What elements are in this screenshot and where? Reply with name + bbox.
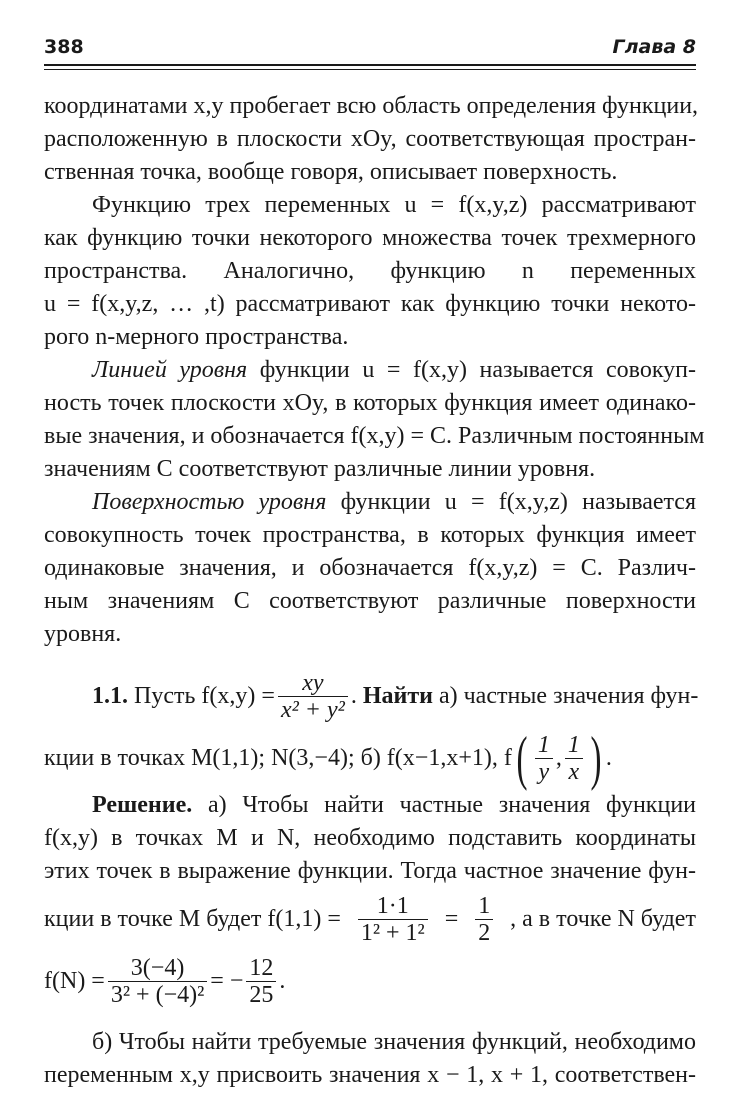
chapter-title: Глава 8 bbox=[612, 36, 696, 58]
term-level-surface: Поверхностью уровня bbox=[92, 489, 327, 515]
problem-number: 1.1. bbox=[92, 682, 128, 709]
text-fragment: а) частные значения фун- bbox=[438, 682, 699, 709]
fraction bbox=[278, 670, 348, 723]
fraction-denominator: x² + y² bbox=[280, 696, 345, 723]
fraction bbox=[358, 893, 428, 946]
problem-points-line: кции в точках M(1,1); N(3,−4); б) f(x−1,x+1), f ( $\frac{1}{y}$ , $\frac{1}{x}$ ) . bbox=[44, 725, 612, 791]
fraction bbox=[535, 732, 553, 785]
text-fragment: а) Чтобы найти частные значения функции bbox=[192, 792, 696, 818]
text-line: б) Чтобы найти требуемые значения функций, необходимо bbox=[92, 1029, 696, 1055]
text-line: переменным x,y присвоить значения x − 1, x + 1, соответствен- bbox=[44, 1062, 696, 1088]
text-line: совокупность точек пространства, в которых функция имеет bbox=[44, 522, 696, 548]
equals-sign: = bbox=[444, 905, 459, 932]
text-line: одинаковые значения, и обозначается f(x,y,z) = C. Различ- bbox=[44, 555, 696, 581]
text-line: ность точек плоскости xOy, в которых функция имеет одинако- bbox=[44, 390, 696, 416]
find-label: Найти bbox=[362, 682, 433, 709]
text-line: как функцию точки некоторого множества точек трехмерного bbox=[44, 225, 696, 251]
text-fragment: кции в точках M(1,1); N(3,−4); б) f(x−1,x+1), f bbox=[44, 744, 512, 771]
fraction-numerator: xy bbox=[278, 670, 348, 697]
fraction-denominator: 2 bbox=[478, 919, 491, 946]
fraction-numerator: 3(−4) bbox=[108, 955, 207, 982]
text-fragment: . bbox=[605, 744, 612, 771]
text-fragment: . bbox=[279, 967, 286, 994]
page-header bbox=[44, 36, 696, 66]
text-line bbox=[44, 354, 696, 387]
fraction-numerator: 1 bbox=[535, 732, 553, 759]
solution-formula-line bbox=[44, 950, 696, 1012]
text-line: координатами x,y пробегает всю область определения функции, bbox=[44, 93, 699, 119]
text-fragment: , а в точке N будет bbox=[510, 905, 696, 932]
text-line: расположенную в плоскости xOy, соответствующая простран- bbox=[44, 126, 696, 152]
text-line: пространства. Аналогично, функцию n переменных bbox=[44, 258, 696, 284]
header-rule-thin bbox=[44, 69, 696, 70]
fraction bbox=[475, 893, 493, 946]
fraction-denominator: 1² + 1² bbox=[360, 919, 425, 946]
fraction-denominator: 25 bbox=[249, 981, 274, 1008]
fraction-denominator: y bbox=[538, 758, 550, 785]
text-line: рого n-мерного пространства. bbox=[44, 324, 349, 350]
text-line: уровня. bbox=[44, 621, 122, 647]
header-rule-thick bbox=[44, 64, 696, 66]
text-line: f(x,y) в точках M и N, необходимо подставить координаты bbox=[44, 825, 696, 851]
fraction bbox=[108, 955, 207, 1008]
text-fragment: f(N) = bbox=[44, 967, 105, 994]
text-line: этих точек в выражение функции. Тогда частное значение фун- bbox=[44, 858, 696, 884]
page-number: 388 bbox=[44, 36, 84, 58]
term-level-line: Линией уровня bbox=[92, 357, 248, 383]
fraction-numerator: 12 bbox=[246, 955, 276, 982]
text-line: значениям C соответствуют различные линии уровня. bbox=[44, 456, 596, 482]
text-line: вые значения, и обозначается f(x,y) = C. Различным постоянным bbox=[44, 423, 705, 449]
text-fragment: функции u = f(x,y) называется совокуп- bbox=[247, 357, 696, 383]
fraction-denominator: x bbox=[568, 758, 580, 785]
equals-sign: = − bbox=[210, 967, 244, 994]
text-fragment: кции в точке M будет f(1,1) = bbox=[44, 905, 341, 932]
text-line: ственная точка, вообще говоря, описывает поверхность. bbox=[44, 159, 618, 185]
text-line: u = f(x,y,z, … ,t) рассматривают как функцию точки некото- bbox=[44, 291, 696, 317]
text-fragment: Пусть f(x,y) = bbox=[134, 682, 275, 709]
problem-statement-line: 1.1. Пусть f(x,y) = $\frac{xy}{\text{x² + y²}}$ . Найти а) частные значения фун- bbox=[92, 669, 699, 723]
page-body bbox=[44, 90, 705, 1092]
solution-formula-line bbox=[44, 888, 696, 950]
fraction bbox=[565, 732, 583, 785]
right-paren: ) bbox=[590, 725, 602, 791]
fraction-numerator: 1·1 bbox=[358, 893, 428, 920]
fraction-denominator: 3² + (−4)² bbox=[110, 981, 205, 1008]
fraction-numerator: 1 bbox=[565, 732, 583, 759]
text-line bbox=[44, 486, 696, 519]
text-line: ным значениям C соответствуют различные поверхности bbox=[44, 588, 696, 614]
solution-label: Решение. bbox=[92, 792, 193, 818]
text-fragment: функции u = f(x,y,z) называется bbox=[326, 489, 696, 515]
text-line bbox=[44, 789, 696, 822]
fraction-numerator: 1 bbox=[475, 893, 493, 920]
text-line: Функцию трех переменных u = f(x,y,z) рассматривают bbox=[92, 192, 696, 218]
left-paren: ( bbox=[516, 725, 528, 791]
fraction bbox=[246, 955, 276, 1008]
